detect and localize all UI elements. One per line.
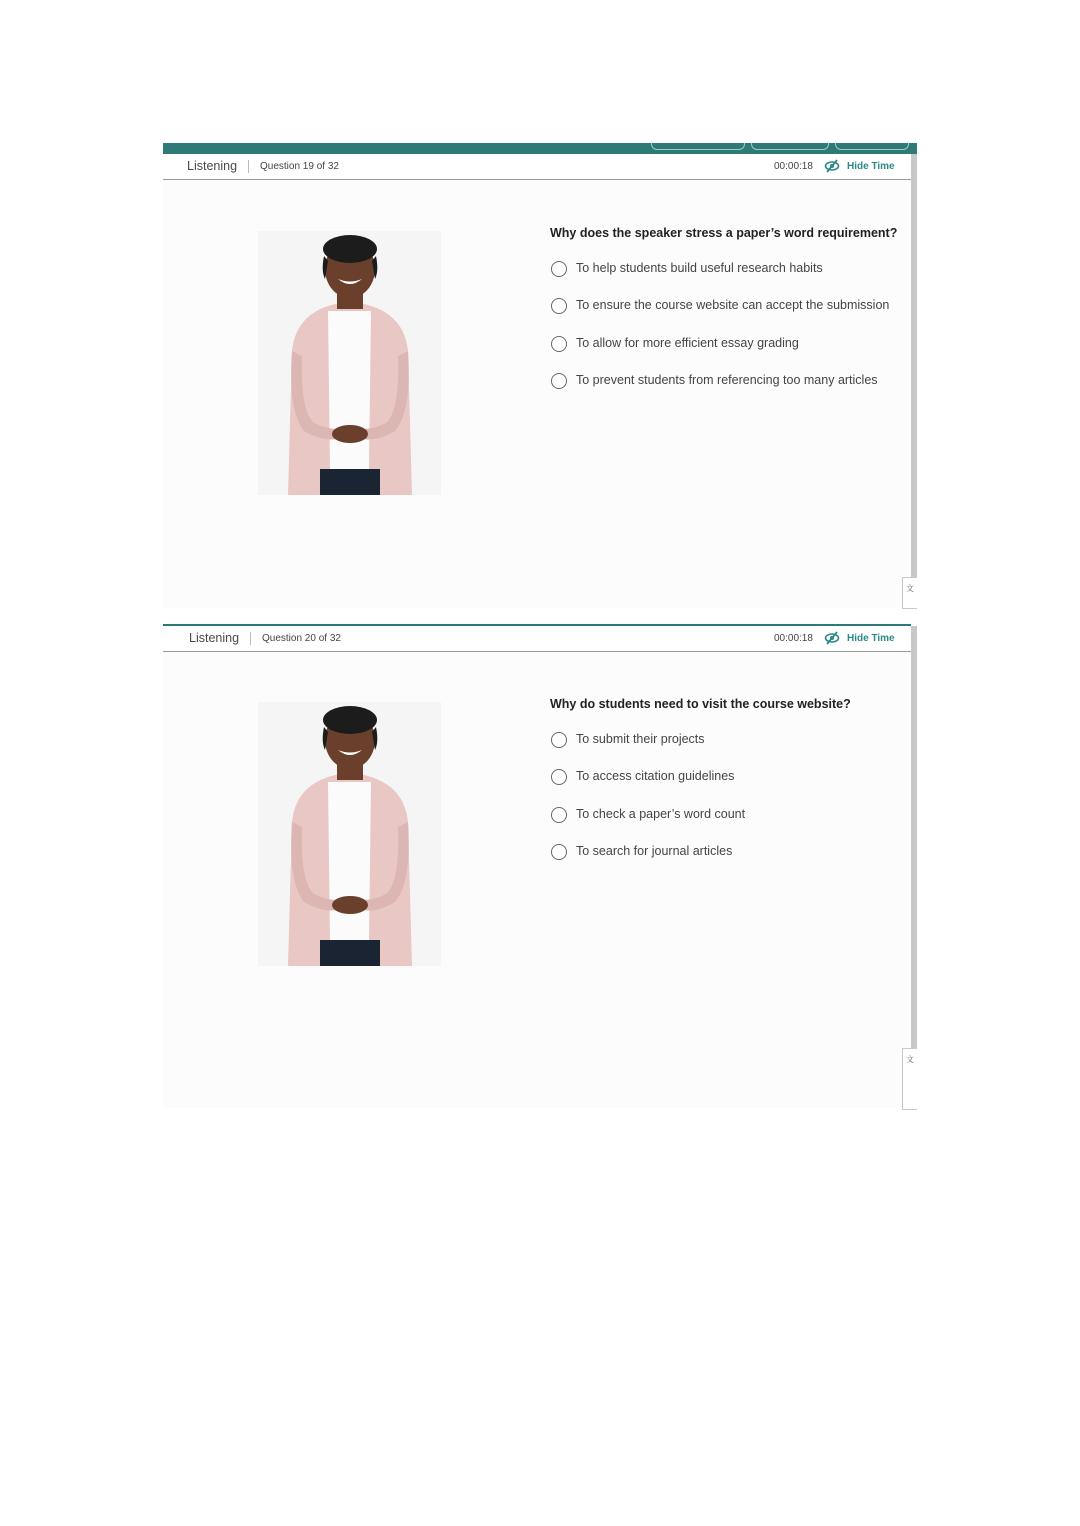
answer-option[interactable] [551,731,891,768]
timer: 00:00:18 [774,161,813,172]
question-counter: Question 19 of 32 [260,161,339,172]
answer-options [551,260,891,410]
option-label[interactable]: To allow for more efficient essay grading [576,335,799,350]
question-prompt: Why does the speaker stress a paper’s word requirement? [550,226,898,240]
toolbar-tab[interactable] [751,143,829,150]
section-label: Listening [187,159,238,173]
hide-time-button[interactable]: Hide Time [847,161,895,172]
eye-slash-icon[interactable] [824,631,840,645]
answer-option[interactable] [551,843,891,880]
radio-button[interactable] [551,261,567,277]
radio-button[interactable] [551,732,567,748]
answer-option[interactable] [551,335,891,372]
toolbar-tab[interactable] [835,143,909,150]
answer-option[interactable] [551,297,891,334]
option-label[interactable]: To check a paper’s word count [576,806,746,821]
answer-option[interactable] [551,260,891,297]
option-label[interactable]: To submit their projects [576,732,705,746]
question-panel-20 [163,624,917,1108]
scrollbar[interactable] [911,626,917,1048]
question-panel-19 [163,143,917,608]
question-counter: Question 20 of 32 [262,633,341,644]
radio-button[interactable] [551,807,567,823]
option-label[interactable]: To prevent students from referencing too many articles [576,373,878,388]
translate-icon[interactable]: 文 [902,577,917,609]
scrollbar[interactable] [911,154,917,579]
section-label: Listening [189,631,240,645]
radio-button[interactable] [551,373,567,389]
answer-option[interactable] [551,806,891,843]
toolbar-tab[interactable] [651,143,745,150]
translate-icon[interactable]: 文 [902,1048,917,1110]
answer-options [551,731,891,881]
radio-button[interactable] [551,336,567,352]
answer-option[interactable] [551,768,891,805]
speaker-photo [258,702,441,966]
radio-button[interactable] [551,844,567,860]
divider [250,632,251,645]
eye-slash-icon[interactable] [824,159,840,173]
timer: 00:00:18 [774,633,813,644]
option-label[interactable]: To ensure the course website can accept the submission [576,298,890,313]
speaker-photo [258,231,441,495]
option-label[interactable]: To help students build useful research habits [576,261,823,275]
divider [248,160,249,173]
radio-button[interactable] [551,769,567,785]
hide-time-button[interactable]: Hide Time [847,633,895,644]
question-prompt: Why do students need to visit the course website? [550,697,851,711]
header-bar [163,154,911,180]
answer-option[interactable] [551,372,891,409]
option-label[interactable]: To access citation guidelines [576,769,735,784]
radio-button[interactable] [551,298,567,314]
option-label[interactable]: To search for journal articles [576,844,733,859]
header-bar [163,626,911,652]
